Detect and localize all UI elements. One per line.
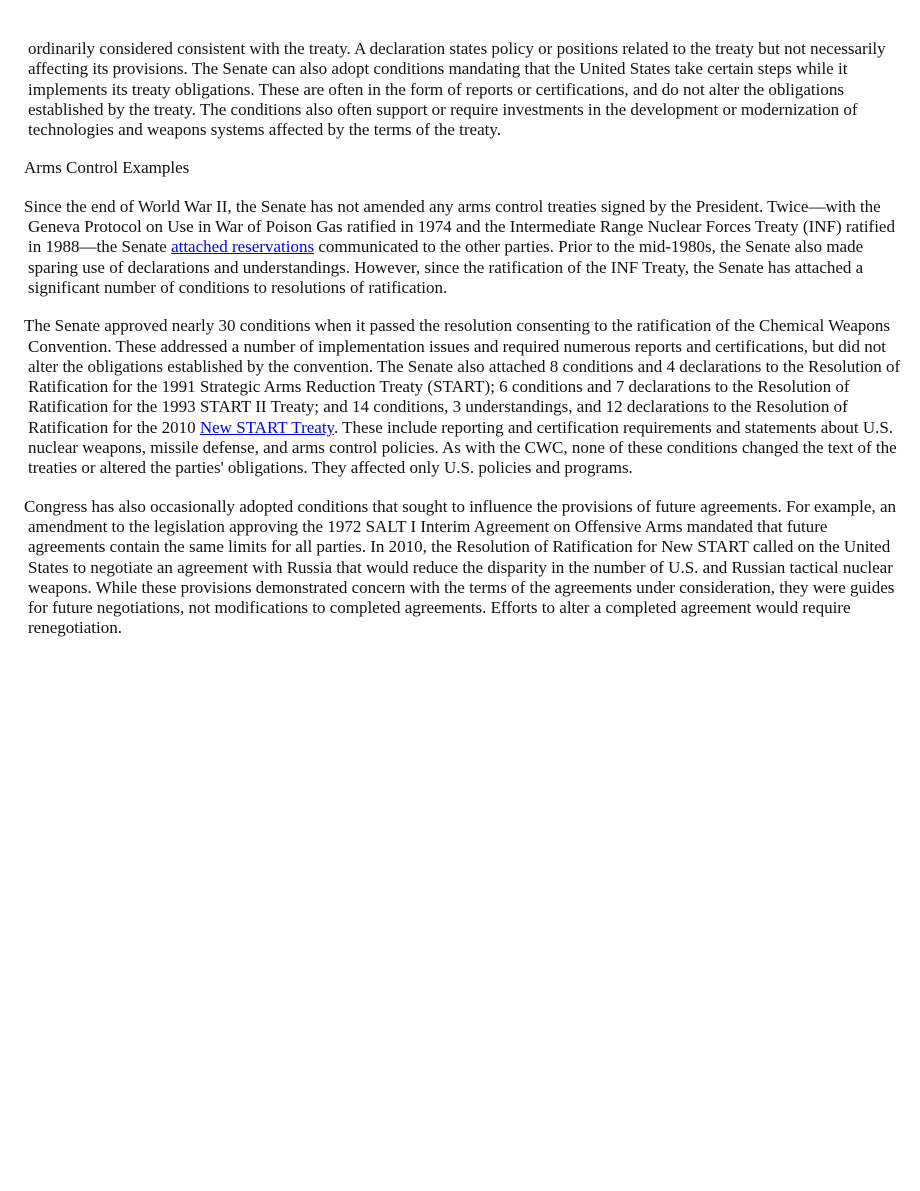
attached-reservations-link[interactable]: attached reservations bbox=[171, 237, 315, 257]
paragraph-1-text-start: Since the end of World War II, the Senate has not amended any arms control treaties signed by the President. Twice—with the Geneva Protocol on Use in War of Poison Gas ratified in 1974 and the Intermediate Range Nuclear Forces Treaty (INF) ratified in 1988—the Senate bbox=[24, 196, 895, 257]
arms-control-paragraph-2 bbox=[24, 316, 902, 478]
arms-control-paragraph-3: Congress has also occasionally adopted conditions that sought to influence the provisions of future agreements. For example, an amendment to the legislation approving the 1972 SALT I Interim Agreement on Offensive Arms mandated that future agreements contain the same limits for all parties. In 2010, the Resolution of Ratification for New START called on the United States to negotiate an agreement with Russia that would reduce the disparity in the number of U.S. and Russian tactical nuclear weapons. While these provisions demonstrated concern with the terms of the agreements under consideration, they were guides for future negotiations, not modifications to completed agreements. Efforts to alter a completed agreement would require renegotiation. bbox=[24, 496, 896, 638]
paragraph-1-text-end: communicated to the other parties. Prior to the mid-1980s, the Senate also made sparing use of declarations and understandings. However, since the ratification of the INF Treaty, the Senate has attached a significant number of conditions to resolutions of ratification. bbox=[28, 237, 864, 297]
section-heading: Arms Control Examples bbox=[24, 158, 190, 178]
paragraph-2-text-start: The Senate approved nearly 30 conditions when it passed the resolution consenting to the ratification of the Chemical Weapons Convention. These addressed a number of implementation issues and required numerous reports and certifications, but did not alter the obligations established by the convention. The Senate also attached 8 conditions and 4 declarations to the Resolution of Ratification for the 1991 Strategic Arms Reduction Treaty (START); 6 conditions and 7 declarations to the Resolution of Ratification for the 1993 START II Treaty; and 14 conditions, 3 understandings, and 12 declarations to the Resolution of Ratification for the 2010 bbox=[24, 316, 901, 437]
document-body bbox=[24, 39, 902, 657]
arms-control-paragraph-1 bbox=[24, 197, 902, 298]
paragraph-2-text-end: . These include reporting and certification requirements and statements about U.S. nuclear weapons, missile defense, and arms control policies. As with the CWC, none of these conditions changed the text of the treaties or altered the parties' obligations. They affected only U.S. policies and programs. bbox=[28, 417, 897, 478]
new-start-treaty-link[interactable]: New START Treaty bbox=[199, 417, 334, 437]
intro-paragraph: ordinarily considered consistent with the treaty. A declaration states policy or positions related to the treaty but not necessarily affecting its provisions. The Senate can also adopt conditions mandating that the United States take certain steps while it implements its treaty obligations. These are often in the form of reports or certifications, and do not alter the obligations established by the treaty. The conditions also often support or require investments in the development or modernization of technologies and weapons systems affected by the terms of the treaty. bbox=[28, 39, 886, 140]
